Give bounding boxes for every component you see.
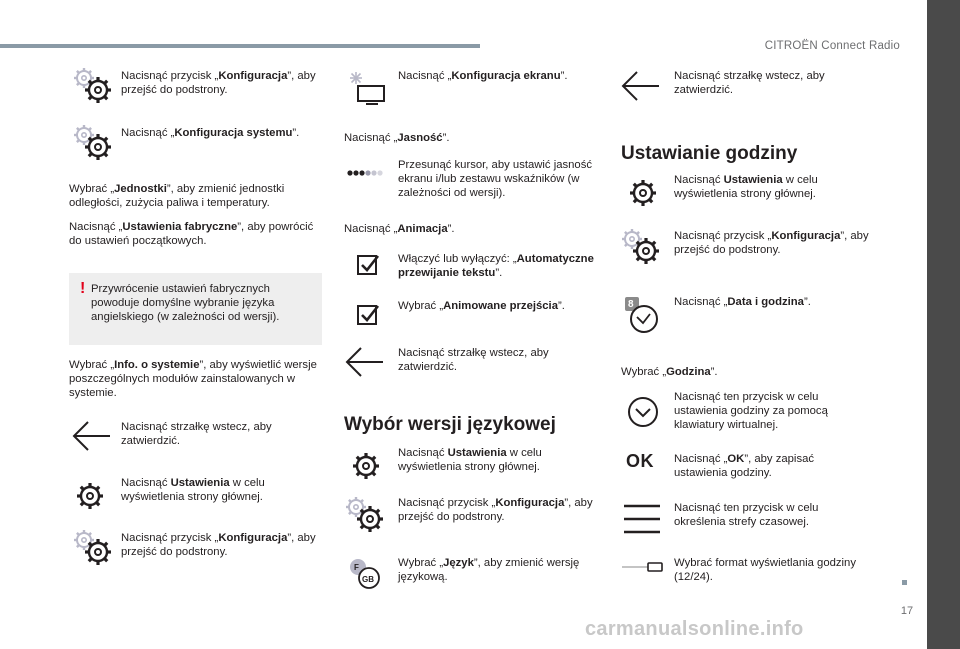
step-text: Włączyć lub wyłączyć: „Automatyczne przewijanie tekstu”. xyxy=(398,253,594,279)
step-text: Nacisnąć strzałkę wstecz, aby zatwierdzić. xyxy=(121,421,272,447)
checkbox-icon[interactable] xyxy=(357,302,381,326)
paragraph: Nacisnąć „Ustawienia fabryczne”, aby powrócić do ustawień początkowych. xyxy=(69,221,314,247)
step-text: Nacisnąć „Konfiguracja systemu”. xyxy=(121,127,300,139)
step-text: Nacisnąć ten przycisk w celu określenia strefy czasowej. xyxy=(674,502,819,528)
settings-gear-icon[interactable] xyxy=(627,177,659,209)
settings-gears-icon[interactable] xyxy=(622,229,662,269)
paragraph: Wybrać „Jednostki”, aby zmienić jednostki odległości, zużycia paliwa i temperatury. xyxy=(69,183,285,209)
settings-gears-icon[interactable] xyxy=(74,68,114,108)
header-rule xyxy=(0,44,480,48)
page-header-title: CITROËN Connect Radio xyxy=(764,40,900,52)
language-icon[interactable] xyxy=(347,558,387,592)
warning-exclamation-icon: ! xyxy=(80,280,86,297)
page-side-tab xyxy=(927,0,960,649)
step-text: Nacisnąć strzałkę wstecz, aby zatwierdzić. xyxy=(674,70,825,96)
list-menu-icon[interactable] xyxy=(622,502,662,536)
step-text: Wybrać „Animowane przejścia”. xyxy=(398,300,565,312)
step-text: Nacisnąć Ustawienia w celu wyświetlenia strony głównej. xyxy=(398,447,542,473)
step-text: Nacisnąć przycisk „Konfiguracja”, aby przejść do podstrony. xyxy=(121,532,316,558)
toggle-slider-icon[interactable] xyxy=(620,560,664,574)
paragraph: Nacisnąć „Jasność”. xyxy=(344,132,450,144)
warning-text: Przywrócenie ustawień fabrycznych powoduje domyślne wybranie języka angielskiego (w zależności od wersji). xyxy=(91,283,280,323)
step-text: Wybrać format wyświetlania godziny (12/24). xyxy=(674,557,856,583)
settings-gears-icon[interactable] xyxy=(346,497,386,537)
clock-icon[interactable] xyxy=(624,295,662,335)
settings-gear-icon[interactable] xyxy=(74,480,106,512)
page-marker xyxy=(902,580,907,585)
clock-badge: 8 xyxy=(628,299,634,310)
step-text: Nacisnąć ten przycisk w celu ustawienia godziny za pomocą klawiatury wirtualnej. xyxy=(674,391,828,431)
step-text: Nacisnąć „OK”, aby zapisać ustawienia godziny. xyxy=(674,453,815,479)
brightness-slider-icon[interactable] xyxy=(346,167,386,179)
section-heading: Ustawianie godziny xyxy=(621,143,798,164)
step-text: Nacisnąć przycisk „Konfiguracja”, aby przejść do podstrony. xyxy=(398,497,593,523)
watermark: carmanualsonline.info xyxy=(585,618,804,640)
language-icon-bottom: GB xyxy=(362,575,374,584)
paragraph: Nacisnąć „Animacja”. xyxy=(344,223,455,235)
section-heading: Wybór wersji językowej xyxy=(344,414,556,435)
language-icon-top: F xyxy=(354,563,359,572)
settings-gears-icon[interactable] xyxy=(74,125,114,165)
step-text: Nacisnąć przycisk „Konfiguracja”, aby przejść do podstrony. xyxy=(674,230,869,256)
step-text: Wybrać „Język”, aby zmienić wersję językową. xyxy=(398,557,580,583)
warning-box xyxy=(69,273,322,345)
settings-gear-icon[interactable] xyxy=(350,450,382,482)
back-arrow-icon[interactable] xyxy=(72,420,114,454)
screen-brightness-icon[interactable] xyxy=(346,70,386,106)
paragraph: Wybrać „Godzina”. xyxy=(621,366,718,378)
checkbox-icon[interactable] xyxy=(357,252,381,276)
step-text: Przesunąć kursor, aby ustawić jasność ekranu i/lub zestawu wskaźników (w zależności od wersji). xyxy=(398,159,593,199)
step-text: Nacisnąć strzałkę wstecz, aby zatwierdzić. xyxy=(398,347,549,373)
back-arrow-icon[interactable] xyxy=(621,70,663,104)
settings-gears-icon[interactable] xyxy=(74,530,114,570)
step-text: Nacisnąć „Data i godzina”. xyxy=(674,296,811,308)
back-arrow-icon[interactable] xyxy=(345,346,387,380)
step-text: Nacisnąć Ustawienia w celu wyświetlenia strony głównej. xyxy=(121,477,265,503)
step-text: Nacisnąć przycisk „Konfiguracja”, aby przejść do podstrony. xyxy=(121,70,316,96)
page-number: 17 xyxy=(900,605,914,617)
time-keyboard-icon[interactable] xyxy=(626,395,660,429)
paragraph: Wybrać „Info. o systemie”, aby wyświetlić wersje poszczególnych modułów zainstalowanych w systemie. xyxy=(69,359,317,399)
step-text: Nacisnąć Ustawienia w celu wyświetlenia strony głównej. xyxy=(674,174,818,200)
ok-button-icon[interactable]: OK xyxy=(626,451,654,471)
step-text: Nacisnąć „Konfiguracja ekranu”. xyxy=(398,70,568,82)
